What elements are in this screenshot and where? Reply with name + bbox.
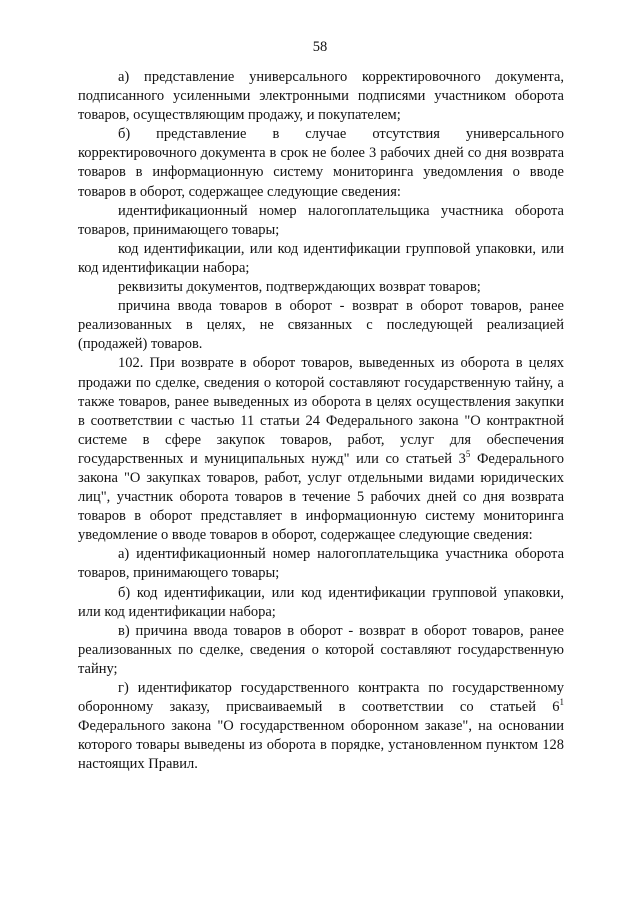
paragraph-return-documents: реквизиты документов, подтверждающих возврат товаров;	[118, 279, 481, 296]
paragraph-b-notification: б) представление в случае отсутствия универсального корректировочного документа в срок не более 3 рабочих дней со дня возврата товаров в информационную систему мониторинга уведомления о вводе товаров в оборот, содержащее следующие сведения:	[78, 126, 564, 200]
paragraph-102-d	[78, 679, 564, 774]
paragraph-102-d-part2: Федерального закона "О государственном оборонном заказе", на основании которого товары выведены из оборота в порядке, установленном пунктом 128 настоящих Правил.	[78, 718, 564, 773]
paragraph-inn: идентификационный номер налогоплательщика участника оборота товаров, принимающего товары;	[78, 202, 564, 238]
paragraph-102	[78, 354, 564, 545]
paragraph-a-ucd: а) представление универсального корректировочного документа, подписанного усиленными электронными подписями участником оборота товаров, осуществляющим продажу, и покупателем;	[78, 69, 564, 124]
paragraph-102-d-part1: г) идентификатор государственного контракта по государственному оборонному заказу, присваиваемый в соответствии со статьей 6	[78, 680, 564, 716]
page-number: 58	[312, 39, 328, 55]
paragraph-102-part1: 102. При возврате в оборот товаров, выведенных из оборота в целях продажи по сделке, сведения о которой составляют государственную тайну, а также товаров, ранее выведенных из оборота в целях осуществления закупки в соответствии с частью 11 статьи 24 Федерального закона "О контрактной системе в сфере закупок товаров, работ, услуг для обеспечения государственных и муниципальных нужд" или со статьей 3	[78, 355, 564, 467]
paragraph-102-a: а) идентификационный номер налогоплательщика участника оборота товаров, принимающего товары;	[78, 546, 564, 582]
paragraph-102-b: б) код идентификации, или код идентификации групповой упаковки, или код идентификации набора;	[78, 584, 564, 620]
paragraph-return-reason: причина ввода товаров в оборот - возврат в оборот товаров, ранее реализованных в целях, не связанных с последующей реализацией (продажей) товаров.	[78, 298, 564, 353]
document-body	[78, 68, 564, 774]
paragraph-102-c: в) причина ввода товаров в оборот - возврат в оборот товаров, ранее реализованных по сделке, сведения о которой составляют государственную тайну;	[78, 622, 564, 677]
paragraph-102-d-superscript: 1	[559, 697, 564, 708]
paragraph-102-superscript: 5	[465, 448, 471, 459]
paragraph-identification-code: код идентификации, или код идентификации групповой упаковки, или код идентификации набора;	[78, 240, 564, 276]
paragraph-102-part2: Федерального закона "О закупках товаров, работ, услуг отдельными видами юридических лиц", участник оборота товаров в течение 5 рабочих дней со дня возврата товаров в оборот представляет в информационную систему мониторинга уведомление о вводе товаров в оборот, содержащее следующие сведения:	[78, 450, 564, 544]
